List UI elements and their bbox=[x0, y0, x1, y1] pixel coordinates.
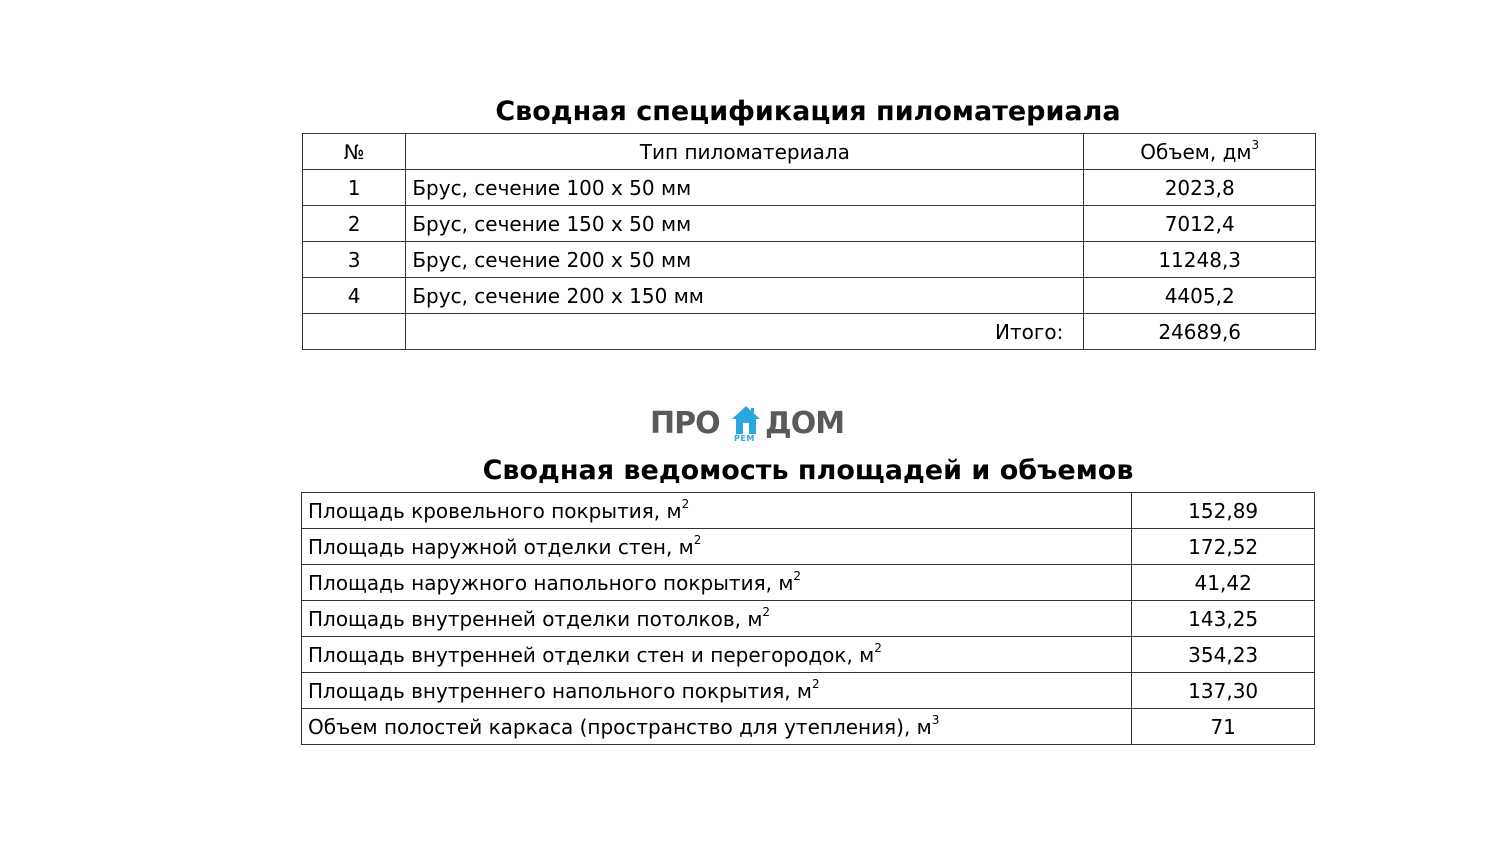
house-icon bbox=[730, 404, 762, 436]
table-header-row bbox=[303, 134, 1316, 170]
table-row bbox=[302, 709, 1315, 745]
area-name-text: Площадь внутреннего напольного покрытия, м bbox=[308, 678, 813, 703]
row-type: Брус, сечение 200 х 50 мм bbox=[406, 242, 1084, 278]
row-volume: 11248,3 bbox=[1084, 242, 1316, 278]
area-unit-sup: 2 bbox=[762, 604, 771, 619]
table-row bbox=[302, 673, 1315, 709]
table-row bbox=[303, 206, 1316, 242]
area-value: 143,25 bbox=[1132, 601, 1315, 637]
area-unit-sup: 2 bbox=[693, 532, 702, 547]
row-type: Брус, сечение 150 х 50 мм bbox=[406, 206, 1084, 242]
area-name bbox=[302, 565, 1132, 601]
area-value: 41,42 bbox=[1132, 565, 1315, 601]
table-row bbox=[302, 493, 1315, 529]
row-num: 4 bbox=[303, 278, 406, 314]
area-unit-sup: 2 bbox=[793, 568, 802, 583]
area-value: 172,52 bbox=[1132, 529, 1315, 565]
table-row bbox=[303, 170, 1316, 206]
row-num: 2 bbox=[303, 206, 406, 242]
areas-volumes-table bbox=[301, 492, 1315, 745]
table-row bbox=[302, 601, 1315, 637]
spec-title: Сводная спецификация пиломатериала bbox=[495, 96, 1121, 127]
table-row bbox=[303, 242, 1316, 278]
total-value: 24689,6 bbox=[1084, 314, 1316, 350]
areas-title: Сводная ведомость площадей и объемов bbox=[482, 455, 1134, 486]
area-name bbox=[302, 601, 1132, 637]
area-name-text: Объем полостей каркаса (пространство для утепления), м bbox=[308, 714, 932, 739]
area-name-text: Площадь внутренней отделки стен и перегородок, м bbox=[308, 642, 875, 667]
area-name bbox=[302, 637, 1132, 673]
area-value: 152,89 bbox=[1132, 493, 1315, 529]
area-name-text: Площадь внутренней отделки потолков, м bbox=[308, 606, 763, 631]
header-type: Тип пиломатериала bbox=[406, 134, 1084, 170]
area-value: 137,30 bbox=[1132, 673, 1315, 709]
area-unit-sup: 2 bbox=[874, 640, 882, 655]
logo-text-right: ДОМ bbox=[765, 406, 845, 441]
area-unit-sup: 2 bbox=[681, 496, 690, 511]
area-name-text: Площадь кровельного покрытия, м bbox=[308, 498, 682, 523]
area-value: 354,23 bbox=[1132, 637, 1315, 673]
row-volume: 7012,4 bbox=[1084, 206, 1316, 242]
table-row bbox=[302, 637, 1315, 673]
header-volume bbox=[1084, 134, 1316, 170]
area-name bbox=[302, 529, 1132, 565]
area-name bbox=[302, 673, 1132, 709]
table-row bbox=[302, 565, 1315, 601]
area-name bbox=[302, 493, 1132, 529]
row-num: 1 bbox=[303, 170, 406, 206]
header-volume-sup: 3 bbox=[1251, 137, 1260, 152]
row-volume: 4405,2 bbox=[1084, 278, 1316, 314]
prodom-logo bbox=[650, 404, 850, 446]
area-value: 71 bbox=[1132, 709, 1315, 745]
area-unit-sup: 2 bbox=[812, 676, 820, 691]
total-empty-cell bbox=[303, 314, 406, 350]
area-name-text: Площадь наружной отделки стен, м bbox=[308, 534, 694, 559]
lumber-spec-table bbox=[302, 133, 1316, 350]
row-volume: 2023,8 bbox=[1084, 170, 1316, 206]
header-num: № bbox=[303, 134, 406, 170]
total-row bbox=[303, 314, 1316, 350]
row-type: Брус, сечение 100 х 50 мм bbox=[406, 170, 1084, 206]
area-name bbox=[302, 709, 1132, 745]
logo-subtext: РЕМ bbox=[734, 434, 755, 443]
area-name-text: Площадь наружного напольного покрытия, м bbox=[308, 570, 794, 595]
area-unit-sup: 3 bbox=[931, 712, 940, 727]
table-row bbox=[302, 529, 1315, 565]
table-row bbox=[303, 278, 1316, 314]
row-num: 3 bbox=[303, 242, 406, 278]
total-label: Итого: bbox=[406, 314, 1084, 350]
logo-text-left: ПРО bbox=[650, 406, 720, 441]
row-type: Брус, сечение 200 х 150 мм bbox=[406, 278, 1084, 314]
header-volume-label: Объем, дм bbox=[1140, 139, 1252, 164]
